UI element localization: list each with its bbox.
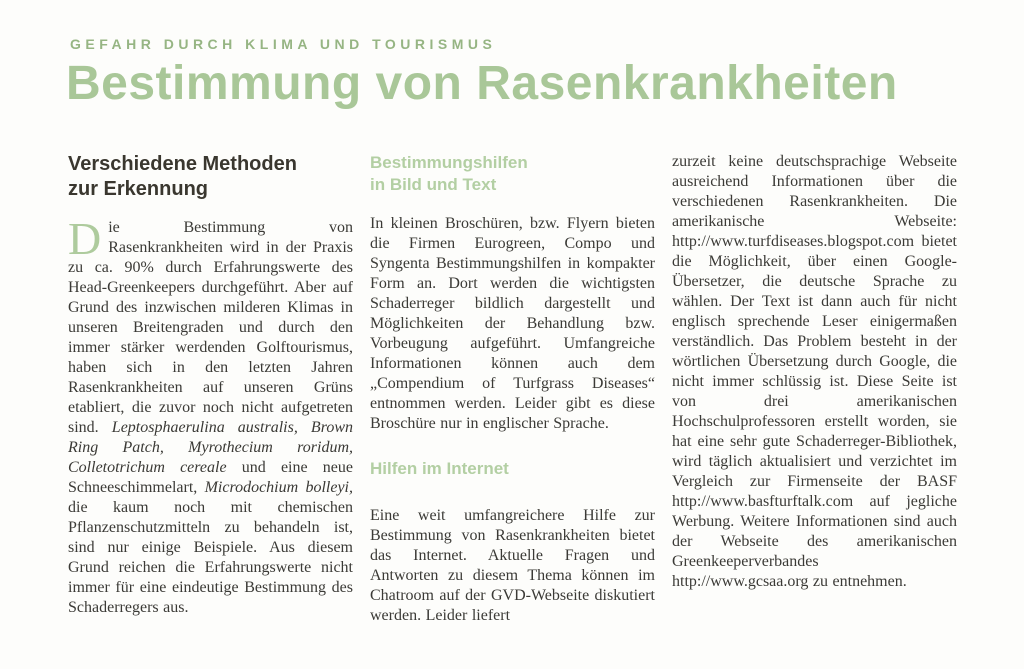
article-title: Bestimmung von Rasenkrankheiten xyxy=(66,57,898,110)
section-heading: Verschiedene Methoden zur Erkennung xyxy=(68,153,297,200)
article-column-3 xyxy=(672,152,957,626)
article-columns xyxy=(68,152,958,626)
section-subheading: Hilfen im Internet xyxy=(370,459,509,478)
body-text-run: ie Bestimmung von Rasenkrankheiten wird in der Praxis zu ca. 90% durch Erfahrungswerte des Head-Greenkeepers durchgeführt. Aber auf Grund des inzwischen milderen Klimas in unseren Breitengraden und durch den immer stärker werdenden Golftourismus, haben sich in den letzten Jahren Rasenkrankheiten auf unseren Grüns etabliert, die zuvor noch nicht aufgetreten sind. xyxy=(68,219,353,436)
body-text-run: zurzeit keine deutschsprachige Webseite ausreichend Informationen über die verschiedenen Rasenkrankheiten. Die amerikanische Webseite: http://www.turfdiseases.blogspot.com bietet die Möglichkeit, über einen Google-Übersetzer, die deutsche Sprache zu wählen. Der Text ist dann auch für nicht englisch sprechende Leser einigermaßen verständlich. Das Problem besteht in der wörtlichen Übersetzung durch Google, die nicht immer schlüssig ist. Diese Seite ist von drei amerikanischen Hochschulprofessoren erstellt worden, sie hat eine sehr gute Schaderreger-Bibliothek, wird täglich aktualisiert und verzichtet im Vergleich zur Firmenseite der BASF http://www.basfturftalk.com auf jegliche Werbung. Weitere Informationen sind auch der Webseite des amerikanischen Greenkeeperverbandes http://www.gcsaa.org zu entnehmen. xyxy=(672,153,957,590)
body-text-run: die kaum noch mit chemischen Pflanzenschutzmitteln zu behandeln ist, sind nur einige Beispiele. Aus diesem Grund reichen die Erfahrungswerte nicht immer für eine eindeutige Bestimmung des Schaderregers aus. xyxy=(68,499,353,616)
body-paragraph xyxy=(68,213,354,618)
article-column-1 xyxy=(68,152,353,626)
article-column-2 xyxy=(370,152,655,626)
section-subheading: Bestimmungshilfen in Bild und Text xyxy=(370,153,528,194)
body-text-run: und eine neue Schneeschimmelart, xyxy=(68,459,353,496)
article-kicker: GEFAHR DURCH KLIMA UND TOURISMUS xyxy=(70,36,497,52)
body-paragraph xyxy=(370,506,655,626)
species-name-text: Leptosphaerulina australis, Brown Ring Patch, Myrothecium roridum, Colletotrichum cereale xyxy=(68,419,354,476)
body-paragraph xyxy=(370,214,655,434)
dropcap-letter: D xyxy=(68,213,102,264)
species-name-text: Microdochium bolleyi, xyxy=(204,479,353,496)
body-text-run: Eine weit umfangreichere Hilfe zur Bestimmung von Rasenkrankheiten bietet das Internet. Aktuelle Fragen und Antworten zu diesem Thema können im Chatroom auf der GVD-Webseite diskutiert werden. Leider liefert xyxy=(370,507,655,624)
body-text-run: In kleinen Broschüren, bzw. Flyern bieten die Firmen Eurogreen, Compo und Syngenta Bestimmungshilfen in kompakter Form an. Dort werden die wichtigsten Schaderreger bildlich dargestellt und Möglichkeiten der Behandlung bzw. Vorbeugung aufgeführt. Umfangreiche Informationen können auch dem „Compendium of Turfgrass Diseases“ entnommen werden. Leider gibt es diese Broschüre nur in englischer Sprache. xyxy=(370,215,655,432)
body-paragraph xyxy=(672,152,957,592)
